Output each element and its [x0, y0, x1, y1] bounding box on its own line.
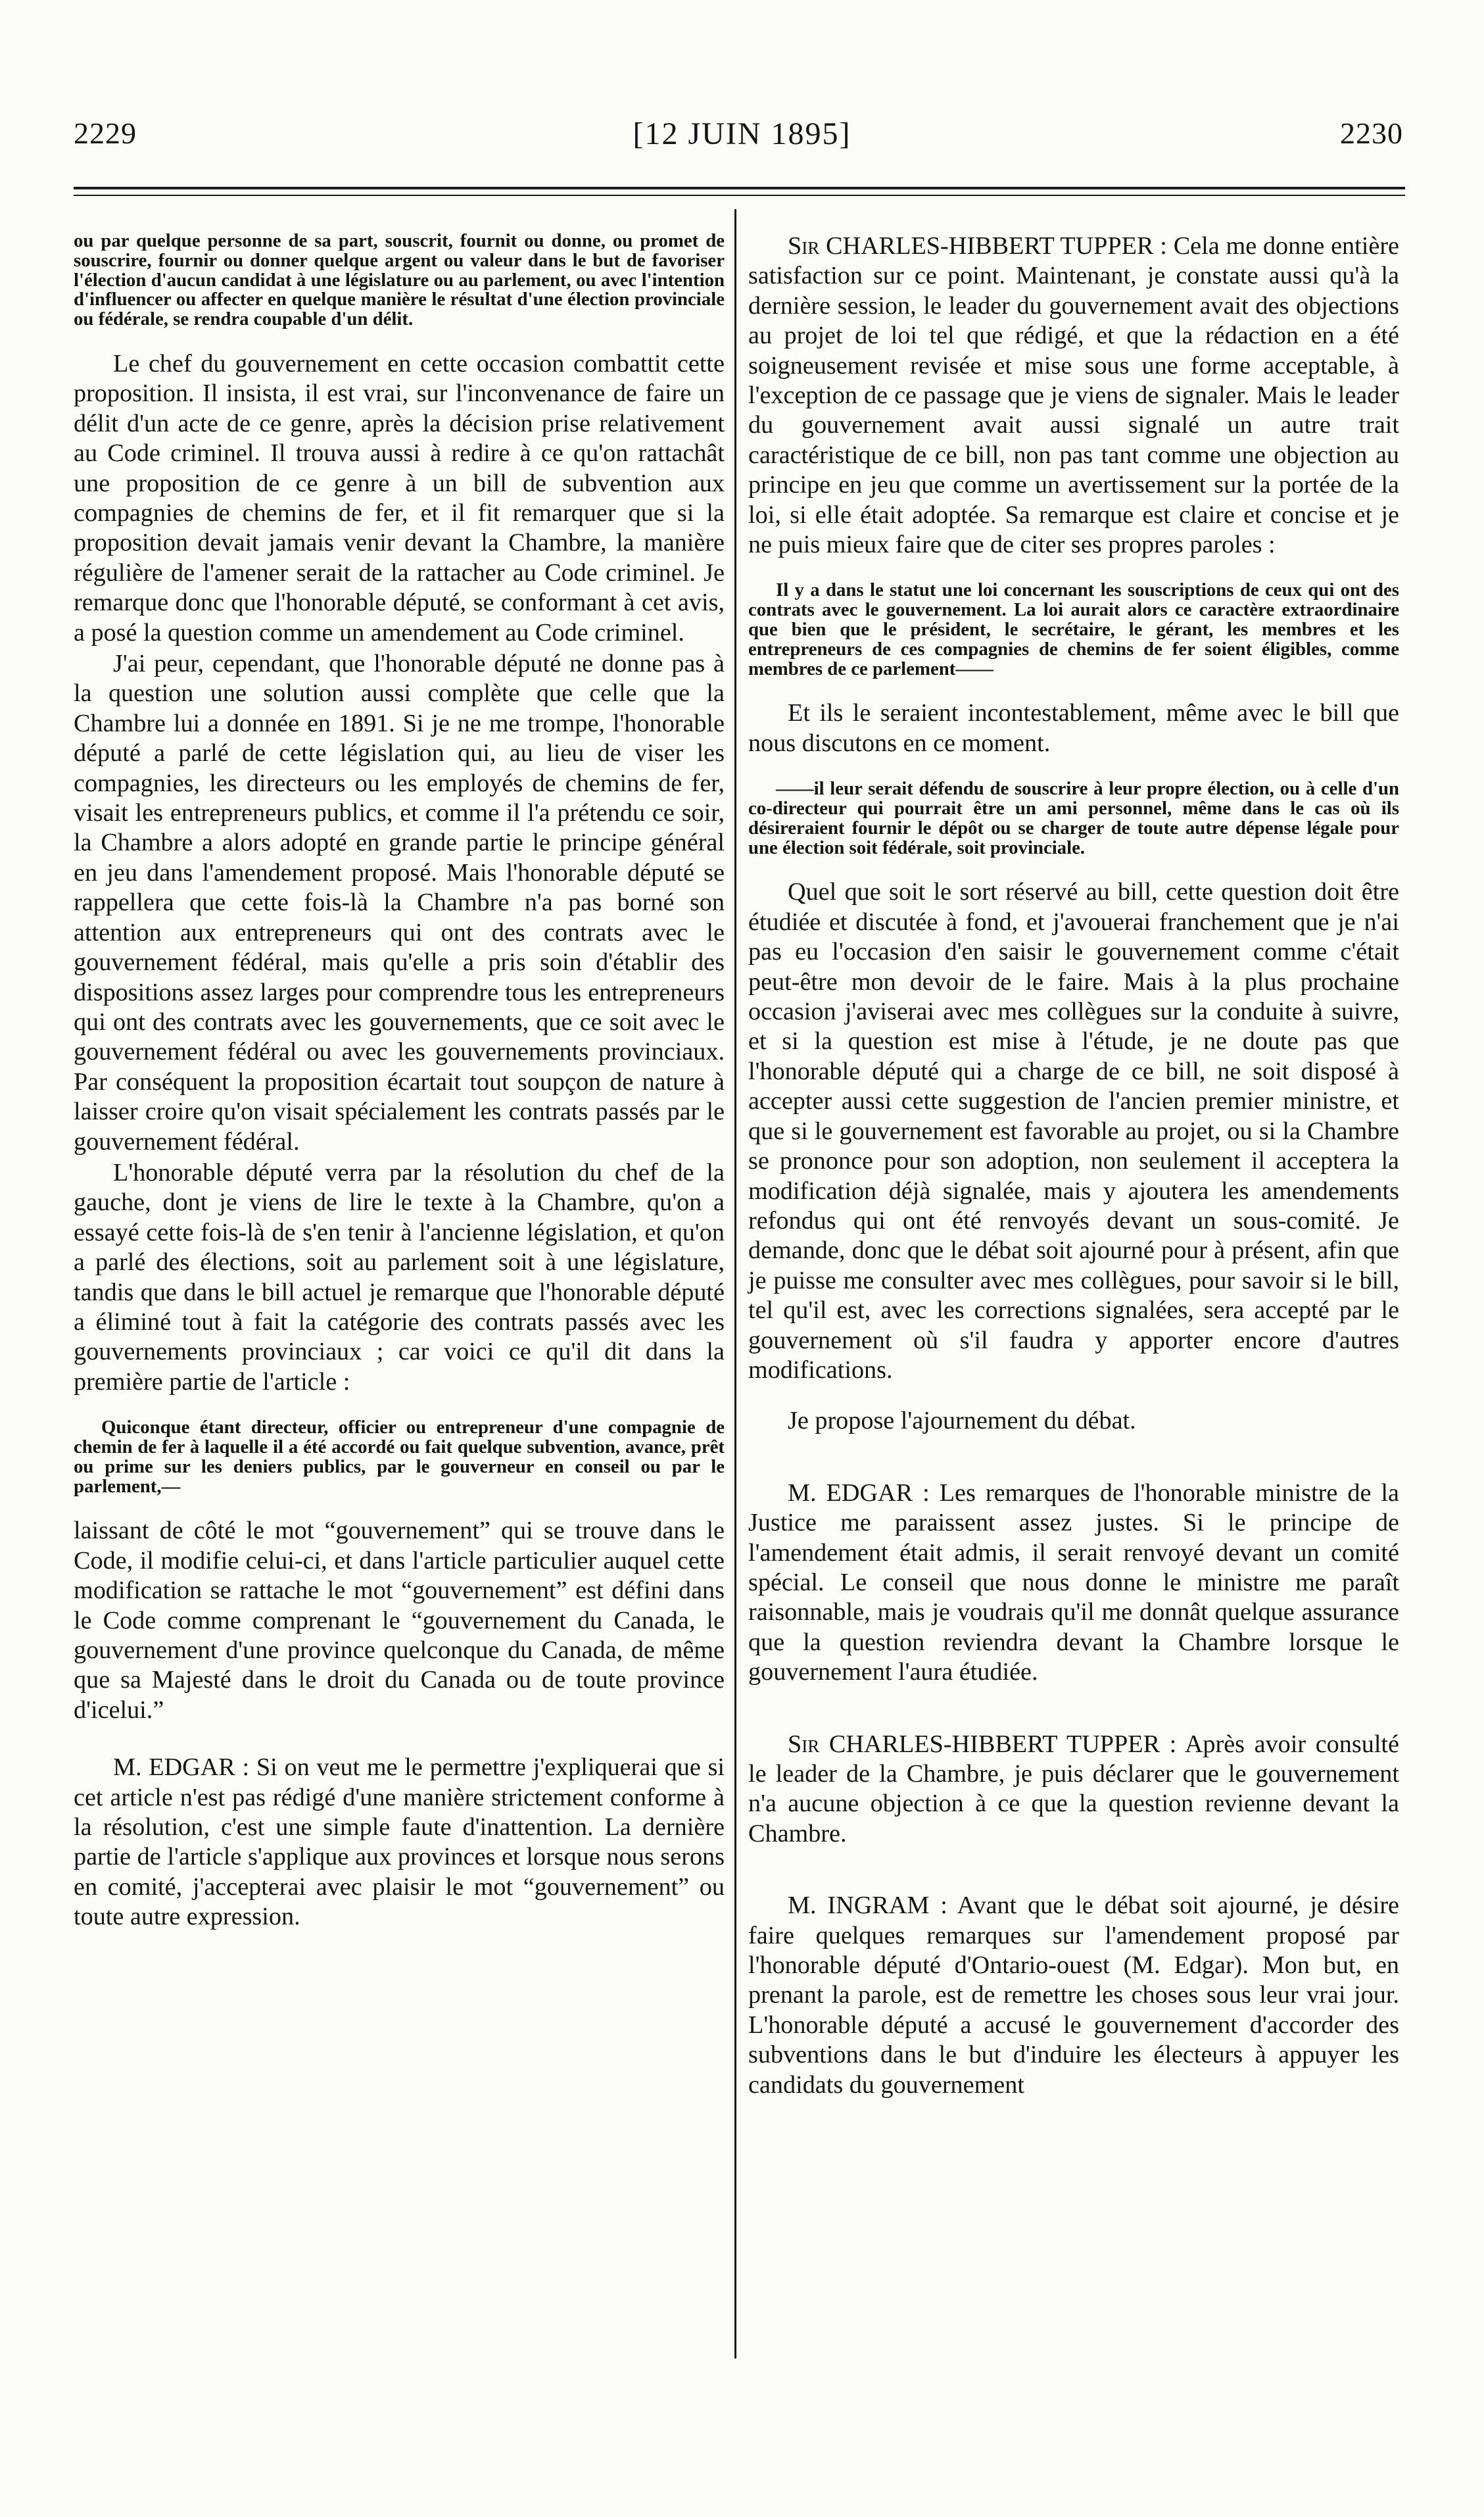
speaker-name: Sir CHARLES-HIBBERT TUPPER : — [788, 232, 1167, 260]
speech-paragraph — [748, 1891, 1399, 2100]
quote-block: Il y a dans le statut une loi concernant les souscriptions de ceux qui ont des contrats avec le gouvernement. La loi aurait alors ce caractère extraordinaire que bien que le président, le secrétaire, le gérant, les membres et les entrepreneurs de ces compagnies de chemins de fer soient éligibles, comme membres de ce parlement—— — [748, 579, 1399, 679]
speech-paragraph — [748, 1730, 1399, 1849]
column-divider — [734, 209, 736, 2358]
speaker-name: Sir CHARLES-HIBBERT TUPPER : — [788, 1730, 1177, 1758]
speech-text: Cela me donne entière satisfaction sur ce point. Maintenant, je constate aussi qu'à la dernière session, le leader du gouvernement avait des objections au projet de loi tel que rédigé, et que la rédaction en a été soigneusement revisée et mise sous une forme acceptable, à l'exception de ce passage que je viens de signaler. Mais le leader du gouvernement avait aussi signalé un autre trait caractéristique de ce bill, non pas tant comme une objection au principe en jeu que comme un avertissement sur la portée de la loi, si elle était adoptée. Sa remarque est claire et concise et je ne puis mieux faire que de citer ses propres paroles : — [748, 232, 1399, 559]
paragraph: L'honorable député verra par la résolution du chef de la gauche, dont je viens de lire le texte à la Chambre, qu'on a essayé cette fois-là de s'en tenir à l'ancienne législation, et qu'on a parlé des élections, soit au parlement soit à une législature, tandis que dans le bill actuel je remarque que l'honorable député a éliminé tout à fait la catégorie des contrats passés avec les gouvernements provinciaux ; car voici ce qu'il dit dans la première partie de l'article : — [74, 1158, 725, 1396]
quote-continuation: ou par quelque personne de sa part, souscrit, fournit ou donne, ou promet de souscrire, fournir ou donner quelque argent ou valeur dans le but de favoriser l'élection d'aucun candidat à une législature ou au parlement, ou avec l'intention d'influencer ou affecter en quelque manière le résultat d'une élection provinciale ou fédérale, se rendra coupable d'un délit. — [74, 230, 725, 330]
speech-paragraph — [748, 1478, 1399, 1688]
speech-text: Après avoir consulté le leader de la Chambre, je puis déclarer que le gouvernement n'a aucune objection à ce que la question revienne devant la Chambre. — [748, 1730, 1399, 1847]
page-number-left: 2229 — [74, 116, 137, 150]
quote-block: Quiconque étant directeur, officier ou entrepreneur d'une compagnie de chemin de fer à laquelle il a été accordé ou fait quelque subvention, avance, prêt ou prime sur les deniers publics, par le gouverneur en conseil ou par le parlement,— — [74, 1417, 725, 1497]
paragraph: Et ils le seraient incontestablement, même avec le bill que nous discutons en ce moment. — [748, 699, 1399, 757]
page-number-right: 2230 — [1340, 116, 1403, 150]
paragraph: Je propose l'ajournement du débat. — [788, 1407, 1136, 1435]
paragraph: Quel que soit le sort réservé au bill, cette question doit être étudiée et discutée à fond, et j'avouerai franchement que je n'ai pas eu l'occasion d'en saisir le gouvernement comme c'était peut-être mon devoir de le faire. Mais à la plus prochaine occasion j'aviserai avec mes collègues sur la conduite à suivre, et si la question est mise à l'étude, je ne doute pas que l'honorable député qui a charge de ce bill, ne soit disposé à accepter aussi cette suggestion de l'ancien premier ministre, et que si le gouvernement est favorable au projet, ou si la Chambre se prononce pour son adoption, non seulement il acceptera la modification déjà signalée, mais y ajoutera les amendements refondus qui ont été renvoyés devant un sous-comité. Je demande, donc que le débat soit ajourné pour à présent, afin que je puisse me consulter avec mes collègues, pour savoir si le bill, tel qu'il est, avec les corrections signalées, sera accepté par le gouvernement où s'il faudra y apporter encore d'autres modifications. — [748, 878, 1399, 1384]
header-rule-thin — [74, 195, 1405, 196]
page-header — [0, 116, 1484, 155]
header-rule-thick — [74, 187, 1405, 189]
left-column — [74, 232, 725, 1934]
speaker-name: M. EDGAR : — [113, 1753, 250, 1782]
speech-text: Les remarques de l'honorable ministre de la Justice me paraissent assez justes. Si le principe de l'amendement était admis, il serait renvoyé devant un comité spécial. Le conseil que nous donne le ministre me paraît raisonnable, mais je voudrais qu'il me donnât quelque assurance que la question reviendra devant la Chambre lorsque le gouvernement l'aura étudiée. — [748, 1478, 1399, 1686]
speech-text: Si on veut me le permettre j'expliquerai que si cet article n'est pas rédigé d'une manière strictement conforme à la résolution, c'est une simple faute d'inattention. La dernière partie de l'article s'applique aux provinces et lorsque nous serons en comité, j'accepterai avec plaisir le mot “gouvernement” ou toute autre expression. — [74, 1753, 725, 1931]
speech-paragraph — [74, 1753, 725, 1932]
speech-text: Avant que le débat soit ajourné, je désire faire quelques remarques sur l'amendement proposé par l'honorable député d'Ontario-ouest (M. Edgar). Mon but, en prenant la parole, est de remettre les choses sous leur vrai jour. L'honorable député a accusé le gouvernement d'accorder des subventions dans le but d'induire les électeurs à appuyer les candidats du gouvernement — [748, 1892, 1399, 2099]
paragraph: laissant de côté le mot “gouvernement” qui se trouve dans le Code, il modifie celui-ci, et dans l'article particulier auquel cette modification se rattache le mot “gouvernement” est défini dans le Code comme comprenant le “gouvernement du Canada, le gouvernement d'une province quelconque du Canada, de même que sa Majesté dans le droit du Canada ou de toute province d'icelui.” — [74, 1517, 725, 1724]
paragraph: J'ai peur, cependant, que l'honorable député ne donne pas à la question une solution aussi complète que celle que la Chambre lui a donnée en 1891. Si je ne me trompe, l'honorable député a parlé de cette législation qui, au lieu de viser les compagnies, les directeurs ou les employés de chemins de fer, visait les entrepreneurs publics, et comme il l'a prétendu ce soir, la Chambre a alors adopté en grande partie le principe général en jeu dans l'amendement proposé. Mais l'honorable député se rappellera que cette fois-là la Chambre n'a pas borné son attention aux entrepreneurs qui ont des contrats avec le gouvernement fédéral, mais qu'elle a pris soin d'établir des dispositions assez larges pour comprendre tous les entrepreneurs qui ont des contrats avec les gouvernements, que ce soit avec le gouvernement fédéral ou avec les gouvernements provinciaux. Par conséquent la proposition écartait tout soupçon de nature à laisser croire qu'on visait spécialement les contrats passés par le gouvernement fédéral. — [74, 650, 725, 1156]
speaker-name: M. INGRAM : — [788, 1892, 947, 1920]
quote-block: ——il leur serait défendu de souscrire à leur propre élection, ou à celle d'un co-directeur qui pourrait être un ami personnel, même dans le cas où ils désireraient fournir le dépôt ou se charger de toute autre dépense légale pour une élection soit fédérale, soit provinciale. — [748, 778, 1399, 858]
paragraph: Le chef du gouvernement en cette occasion combattit cette proposition. Il insista, il est vrai, sur l'inconvenance de faire un délit d'un acte de ce genre, après la décision prise relativement au Code criminel. Il trouva aussi à redire à ce qu'on rattachât une proposition de ce genre à un bill de subvention aux compagnies de chemins de fer, et il fit remarquer que si la proposition devait jamais venir devant la Chambre, la manière régulière de l'amener serait de la rattacher au Code criminel. Je remarque donc que l'honorable député, se conformant à cet avis, a posé la question comme un amendement au Code criminel. — [74, 349, 725, 647]
speaker-name: M. EDGAR : — [788, 1478, 930, 1507]
page-date: [12 JUIN 1895] — [633, 116, 851, 151]
speech-paragraph — [748, 232, 1399, 560]
right-column — [748, 232, 1399, 2101]
